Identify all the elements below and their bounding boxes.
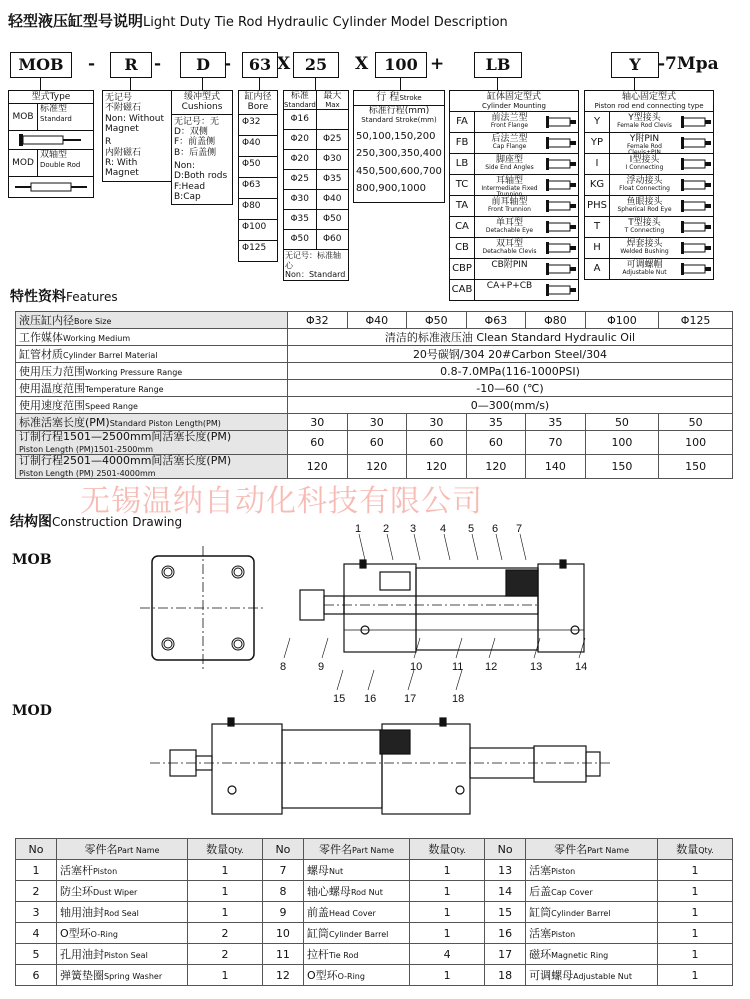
table-row: [16, 944, 733, 965]
rod-option-row: [284, 130, 348, 150]
part-qty: 1: [410, 860, 485, 881]
bore-option: Φ125: [242, 242, 267, 253]
part-name: O型环O-Ring: [303, 965, 409, 986]
model-code-part: 25: [293, 52, 339, 78]
part-name: 磁环Magnetic Ring: [526, 944, 658, 965]
features-value: 120: [347, 455, 407, 479]
features-value: Φ32: [288, 312, 348, 329]
rod_end-label-en: Adjustable Nut: [622, 269, 667, 277]
part-no: 13: [485, 860, 526, 881]
mod-section-view: [150, 718, 610, 814]
rod_end-code: KG: [585, 175, 610, 195]
features-row: [16, 363, 733, 380]
features-value: 100: [585, 431, 659, 455]
mounting-label-cn: 脚座型: [495, 155, 523, 166]
rod_end-label-cn: Y附PIN: [629, 134, 660, 145]
mounting-label-cn: 耳轴型: [495, 176, 523, 187]
bore-option: Φ63: [239, 178, 277, 199]
callout-number: 6: [492, 523, 499, 535]
rod_end-code: YP: [585, 133, 610, 153]
features-row: [16, 329, 733, 346]
mounting-label-cn: 后法兰型: [491, 134, 528, 145]
rod-standard: Φ50: [284, 230, 317, 249]
mounting-part-icon: [544, 238, 578, 258]
mounting-label-en: Intermediate Fixed Trunnion: [481, 185, 538, 199]
mod-drawing-label: MOD: [12, 703, 52, 719]
callout-number: 17: [404, 693, 417, 705]
mounting-label-en: Cap Flange: [492, 143, 527, 151]
table-row: [16, 902, 733, 923]
bore-option: Φ32: [239, 115, 277, 136]
watermark: 无锡温纳自动化科技有限公司: [80, 484, 483, 519]
part-no: 15: [485, 902, 526, 923]
features-span-value: -10—60 (℃): [288, 380, 733, 397]
rod_end-label-en: Female Rod Clevis+PIN: [627, 143, 662, 157]
mounting-label-cn: CA+P+CB: [486, 281, 533, 292]
part-no: 18: [485, 965, 526, 986]
part-no: 4: [16, 923, 57, 944]
callout-number: 3: [410, 523, 417, 535]
rod_end-part-icon: [679, 238, 713, 258]
callout-number: 9: [318, 661, 325, 673]
rod_end-option-row: [585, 196, 713, 217]
part-qty: 1: [658, 881, 733, 902]
features-span-value: 清洁的标准液压油 Clean Standard Hydraulic Oil: [288, 329, 733, 346]
rod-standard: Φ20: [284, 150, 317, 169]
rod_end-label-cn: 浮动接头: [626, 176, 663, 187]
features-value: 50: [585, 414, 659, 431]
parts-header-qty: 数量Qty.: [410, 839, 485, 860]
mounting-label-cn: 单耳型: [495, 218, 523, 229]
part-no: 6: [16, 965, 57, 986]
parts-header-qty: 数量Qty.: [187, 839, 262, 860]
features-row-label: 使用温度范围Temperature Range: [16, 380, 288, 397]
part-qty: 1: [658, 965, 733, 986]
rod_end-part-icon: [679, 154, 713, 174]
rod_end-option-row: [585, 175, 713, 196]
table-row: [16, 923, 733, 944]
rod_end-code: H: [585, 238, 610, 258]
features-value: 50: [659, 414, 733, 431]
parts-table: [15, 838, 733, 986]
rod_end-part-icon: [679, 259, 713, 279]
rod_end-label-cn: T型接头: [628, 218, 661, 229]
part-name: 活塞Piston: [526, 923, 658, 944]
bore-box: 缸内径 Bore Φ32 Φ40 Φ50 Φ63 Φ80 Φ100 Φ125: [238, 90, 278, 262]
model-code-separator: +: [430, 54, 445, 74]
rod_end-part-icon: [679, 217, 713, 237]
cushion-box: 缓冲型式 Cushions 无记号：无 D：双侧 F：前盖侧 B：后盖侧 Non: D:Both rods F:Head B:Cap: [171, 90, 233, 205]
part-name: 防尘环Dust Wiper: [57, 881, 188, 902]
rod-option-row: [284, 150, 348, 170]
mounting-label-en: Front Flange: [490, 122, 529, 130]
part-qty: 1: [658, 944, 733, 965]
part-no: 3: [16, 902, 57, 923]
rod-max: Φ35: [322, 174, 342, 185]
features-value: 60: [407, 431, 467, 455]
part-qty: 1: [187, 860, 262, 881]
features-row-label: 订制行程2501—4000mm间活塞长度(PM) Piston Length (PM) 2501-4000mm: [16, 455, 288, 479]
mounting-code: CBP: [450, 259, 475, 279]
rod_end-label-en: Welded Bushing: [620, 248, 669, 256]
rod_end-part-icon: [679, 133, 713, 153]
parts-header-name: 零件名Part Name: [303, 839, 409, 860]
part-qty: 1: [410, 902, 485, 923]
features-table: [15, 311, 733, 479]
mounting-label-cn: 前法兰型: [491, 113, 528, 124]
features-value: 60: [288, 431, 348, 455]
rod_end-part-icon: [679, 175, 713, 195]
features-value: 100: [659, 431, 733, 455]
features-value: 30: [407, 414, 467, 431]
bore-option: Φ40: [239, 136, 277, 157]
features-row-label: 使用压力范围Working Pressure Range: [16, 363, 288, 380]
mob-drawing-label: MOB: [12, 552, 52, 568]
rod-standard: Φ16: [284, 110, 317, 129]
mounting-option-row: [450, 133, 578, 154]
part-name: 前盖Head Cover: [303, 902, 409, 923]
rod-option-row: [284, 230, 348, 250]
parts-header-row: [16, 839, 733, 860]
part-qty: 1: [658, 902, 733, 923]
mounting-option-row: [450, 238, 578, 259]
part-name: 后盖Cap Cover: [526, 881, 658, 902]
parts-header-name: 零件名Part Name: [526, 839, 658, 860]
callout-number: 5: [468, 523, 475, 535]
part-name: 轴用油封Rod Seal: [57, 902, 188, 923]
features-row: [16, 312, 733, 329]
mounting-part-icon: [544, 154, 578, 174]
callout-number: 11: [452, 661, 464, 673]
rod_end-option-row: [585, 133, 713, 157]
mounting-part-icon: [544, 175, 578, 195]
features-value: Φ63: [466, 312, 526, 329]
features-value: 60: [466, 431, 526, 455]
model-code-part: 100: [375, 52, 427, 78]
model-code-separator: -: [88, 54, 96, 74]
part-name: 缸筒Cylinder Barrel: [303, 923, 409, 944]
rod-max: Φ25: [322, 134, 342, 145]
features-row-label: 液压缸内径Bore Size: [16, 312, 288, 329]
stroke-box: 行 程Stroke 标准行程(mm) Standard Stroke(mm) 50,100,150,200 250,300,350,400 450,500,600,700 800,900,1000: [353, 90, 445, 203]
features-value: 70: [526, 431, 586, 455]
part-qty: 1: [410, 881, 485, 902]
part-name: 孔用油封Piston Seal: [57, 944, 188, 965]
model-code-separator: X: [355, 54, 369, 74]
rod-standard: Φ25: [284, 170, 317, 189]
rod_end-label-cn: 鱼眼接头: [626, 197, 663, 208]
rod_end-label-en: Spherical Rod Eye: [617, 206, 672, 214]
part-name: O型环O-Ring: [57, 923, 188, 944]
features-value: 30: [347, 414, 407, 431]
bore-option: Φ50: [239, 157, 277, 178]
table-row: [16, 860, 733, 881]
mounting-label-cn: 双耳型: [495, 239, 523, 250]
callout-number: 4: [440, 523, 447, 535]
model-code-part: D: [180, 52, 226, 78]
stroke-option: 450,500,600,700: [356, 165, 442, 177]
features-row-label: 订制行程1501—2500mm间活塞长度(PM) Piston Length (PM)1501-2500mm: [16, 431, 288, 455]
mounting-code: CA: [450, 217, 475, 237]
part-name: 可调螺母Adjustable Nut: [526, 965, 658, 986]
features-value: Φ80: [526, 312, 586, 329]
mounting-option-row: [450, 154, 578, 175]
features-value: 150: [585, 455, 659, 479]
part-name: 拉杆Tie Rod: [303, 944, 409, 965]
model-code-separator: -: [154, 54, 162, 74]
features-row-label: 使用速度范围Speed Range: [16, 397, 288, 414]
rod-max: Φ60: [322, 234, 342, 245]
mounting-option-row: [450, 112, 578, 133]
model-code-part: 63: [242, 52, 278, 78]
magnet-box: 无记号 不附磁石 Non: Without Magnet R 内附磁石 R: With Magnet: [102, 90, 172, 182]
mounting-part-icon: [544, 112, 578, 132]
stroke-option: 50,100,150,200: [356, 130, 436, 142]
callout-number: 13: [530, 661, 543, 673]
rod_end-label-cn: 焊套接头: [626, 239, 663, 250]
type-code-mob: MOB: [9, 104, 38, 130]
rod_end-label-cn: I型接头: [629, 155, 660, 166]
features-value: 120: [407, 455, 467, 479]
mob-section-view: [300, 560, 584, 652]
mounting-option-row: [450, 280, 578, 300]
parts-header-no: No: [16, 839, 57, 860]
rod_end-code: PHS: [585, 196, 610, 216]
features-span-value: 0.8-7.0MPa(116-1000PSI): [288, 363, 733, 380]
rod_end-part-icon: [679, 112, 713, 132]
rod-note: 无记号：标准轴心 Non：Standard: [285, 251, 346, 279]
mounting-part-icon: [544, 259, 578, 279]
parts-header-qty: 数量Qty.: [658, 839, 733, 860]
parts-header-no: No: [485, 839, 526, 860]
mounting-option-row: [450, 196, 578, 217]
model-code-separator: -7Mpa: [658, 54, 719, 74]
rod-option-row: [284, 170, 348, 190]
part-qty: 1: [410, 923, 485, 944]
features-value: 60: [347, 431, 407, 455]
callout-number: 18: [452, 693, 465, 705]
rod-max: [317, 110, 349, 129]
part-qty: 1: [187, 902, 262, 923]
features-value: 35: [526, 414, 586, 431]
features-value: 140: [526, 455, 586, 479]
bore-option: Φ80: [239, 199, 277, 220]
part-no: 14: [485, 881, 526, 902]
part-name: 弹簧垫圈Spring Washer: [57, 965, 188, 986]
model-code-separator: -: [224, 54, 232, 74]
mod-symbol-icon: [9, 177, 93, 197]
part-qty: 1: [187, 881, 262, 902]
mounting-option-row: [450, 175, 578, 199]
callout-number: 15: [333, 693, 346, 705]
mounting-option-row: [450, 217, 578, 238]
mounting-code: TC: [450, 175, 475, 195]
part-qty: 4: [410, 944, 485, 965]
rod_end-label-cn: 可调螺帽: [626, 260, 663, 271]
features-row: [16, 346, 733, 363]
page-title-cn: 轻型液压缸型号说明: [8, 12, 144, 30]
model-code-part: Y: [611, 52, 659, 78]
parts-header-no: No: [262, 839, 303, 860]
rod_end-option-row: [585, 259, 713, 279]
features-span-value: 0—300(mm/s): [288, 397, 733, 414]
features-row: [16, 431, 733, 455]
rod-option-row: [284, 110, 348, 130]
features-row-label: 标准活塞长度(PM)Standard Piston Length(PM): [16, 414, 288, 431]
features-row: [16, 414, 733, 431]
mounting-part-icon: [544, 217, 578, 237]
rod_end-label-cn: Y型接头: [628, 113, 661, 124]
rod_end-option-row: [585, 154, 713, 175]
mounting-code: LB: [450, 154, 475, 174]
part-name: 缸筒Cylinder Barrel: [526, 902, 658, 923]
features-title: 特性资料Features: [10, 289, 118, 305]
mounting-part-icon: [544, 280, 578, 300]
features-row: [16, 397, 733, 414]
stroke-option: 800,900,1000: [356, 183, 426, 195]
mounting-label-cn: CB附PIN: [491, 260, 528, 271]
bore-option: Φ100: [239, 220, 277, 241]
mounting-option-row: [450, 259, 578, 280]
rod_end-label-en: Female Rod Clevis: [617, 122, 672, 130]
rod-max: Φ40: [322, 194, 342, 205]
rod-diameter-box: 标准 Standard 最大 Max Φ16 Φ20 Φ25 Φ20 Φ30 Φ25 Φ35 Φ30 Φ40 Φ35 Φ50 Φ50 Φ60 无记号：标准轴心 Non：Standard: [283, 90, 349, 281]
part-qty: 1: [410, 965, 485, 986]
model-code-part: MOB: [10, 52, 72, 78]
features-value: 35: [466, 414, 526, 431]
rod-standard: Φ20: [284, 130, 317, 149]
mounting-code: CB: [450, 238, 475, 258]
features-value: 120: [288, 455, 348, 479]
callout-number: 14: [575, 661, 588, 673]
mob-symbol-icon: [9, 131, 93, 150]
part-name: 螺母Nut: [303, 860, 409, 881]
model-code-separator: X: [277, 54, 291, 74]
callout-number: 7: [516, 523, 523, 535]
part-no: 8: [262, 881, 303, 902]
mounting-label-en: Side End Angles: [485, 164, 534, 172]
features-value: Φ50: [407, 312, 467, 329]
rod_end-code: Y: [585, 112, 610, 132]
rod-option-row: [284, 190, 348, 210]
table-row: [16, 881, 733, 902]
mounting-code: FB: [450, 133, 475, 153]
part-qty: 1: [658, 923, 733, 944]
rod_end-code: T: [585, 217, 610, 237]
part-no: 16: [485, 923, 526, 944]
part-qty: 1: [187, 965, 262, 986]
parts-header-name: 零件名Part Name: [57, 839, 188, 860]
rod-standard: Φ35: [284, 210, 317, 229]
callout-number: 16: [364, 693, 377, 705]
callout-number: 8: [280, 661, 287, 673]
part-qty: 1: [658, 860, 733, 881]
part-qty: 2: [187, 944, 262, 965]
mounting-code: FA: [450, 112, 475, 132]
mounting-code: CAB: [450, 280, 475, 300]
rod-max: Φ30: [322, 154, 342, 165]
callout-number: 12: [485, 661, 498, 673]
features-value: Φ100: [585, 312, 659, 329]
mounting-label-en: Front Trunnion: [488, 206, 531, 214]
features-value: 120: [466, 455, 526, 479]
features-value: Φ125: [659, 312, 733, 329]
rod-max: Φ50: [322, 214, 342, 225]
construction-title: 结构图Construction Drawing: [10, 514, 183, 530]
rod_end-option-row: [585, 112, 713, 133]
part-no: 12: [262, 965, 303, 986]
mounting-label-en: Detachable Clevis: [482, 248, 537, 256]
part-no: 11: [262, 944, 303, 965]
callout-number: 10: [410, 661, 423, 673]
features-row-label: 缸管材质Cylinder Barrel Material: [16, 346, 288, 363]
features-value: 30: [288, 414, 348, 431]
type-box: 型式Type MOB 标准型 Standard MOD 双轴型 Double Rod: [8, 90, 94, 198]
rod_end-label-en: Float Connecting: [619, 185, 670, 193]
part-name: 轴心螺母Rod Nut: [303, 881, 409, 902]
rod_end-part-icon: [679, 196, 713, 216]
part-no: 1: [16, 860, 57, 881]
mounting-label-cn: 前耳轴型: [491, 197, 528, 208]
features-value: 150: [659, 455, 733, 479]
part-no: 10: [262, 923, 303, 944]
part-no: 5: [16, 944, 57, 965]
features-row-label: 工作媒体Working Medium: [16, 329, 288, 346]
mob-end-view: [140, 546, 266, 670]
mounting-label-en: Detachable Eye: [485, 227, 534, 235]
part-no: 17: [485, 944, 526, 965]
rod-end-box: 轴心固定型式 Piston rod end connecting type Y Y型接头 Female Rod Clevis YP Y附PIN Female Rod Clevis+PIN I I型接头 I Connecting KG 浮动接头 Float Connecting PHS 鱼眼接头 Spherical Rod Eye T T型接头 T Connecting H 焊套接头 Welded Bushing A 可调螺帽 Adjustable Nut: [584, 90, 714, 280]
part-name: 活塞杆Piston: [57, 860, 188, 881]
features-row: [16, 380, 733, 397]
model-code-part: LB: [474, 52, 522, 78]
stroke-option: 250,300,350,400: [356, 148, 442, 160]
features-span-value: 20号碳钢/304 20#Carbon Steel/304: [288, 346, 733, 363]
mounting-box: 缸体固定型式 Cylinder Mounting FA 前法兰型 Front Flange FB 后法兰型 Cap Flange LB 脚座型 Side End Angles TC 耳轴型 Intermediate Fixed Trunnion TA 前耳轴型 Front Trunnion CA 单耳型 Detachable Eye CB 双耳型 Detachable Clevis CBP CB附PIN CAB CA+P+CB: [449, 90, 579, 301]
rod_end-label-en: T Connecting: [624, 227, 665, 235]
mounting-code: TA: [450, 196, 475, 216]
mounting-part-icon: [544, 196, 578, 216]
callout-number: 2: [383, 523, 390, 535]
construction-drawing: [0, 520, 750, 830]
part-no: 2: [16, 881, 57, 902]
model-code-part: R: [110, 52, 152, 78]
part-qty: 2: [187, 923, 262, 944]
rod_end-code: A: [585, 259, 610, 279]
rod_end-label-en: I Connecting: [625, 164, 664, 172]
callout-number: 1: [355, 523, 362, 535]
rod-option-row: [284, 210, 348, 230]
type-code-mod: MOD: [9, 150, 38, 176]
rod_end-option-row: [585, 217, 713, 238]
rod-standard: Φ30: [284, 190, 317, 209]
page-title: [8, 10, 508, 31]
rod_end-code: I: [585, 154, 610, 174]
page-title-en: Light Duty Tie Rod Hydraulic Cylinder Model Description: [143, 15, 508, 30]
part-name: 活塞Piston: [526, 860, 658, 881]
part-no: 9: [262, 902, 303, 923]
mounting-part-icon: [544, 133, 578, 153]
table-row: [16, 965, 733, 986]
rod_end-option-row: [585, 238, 713, 259]
part-no: 7: [262, 860, 303, 881]
features-value: Φ40: [347, 312, 407, 329]
